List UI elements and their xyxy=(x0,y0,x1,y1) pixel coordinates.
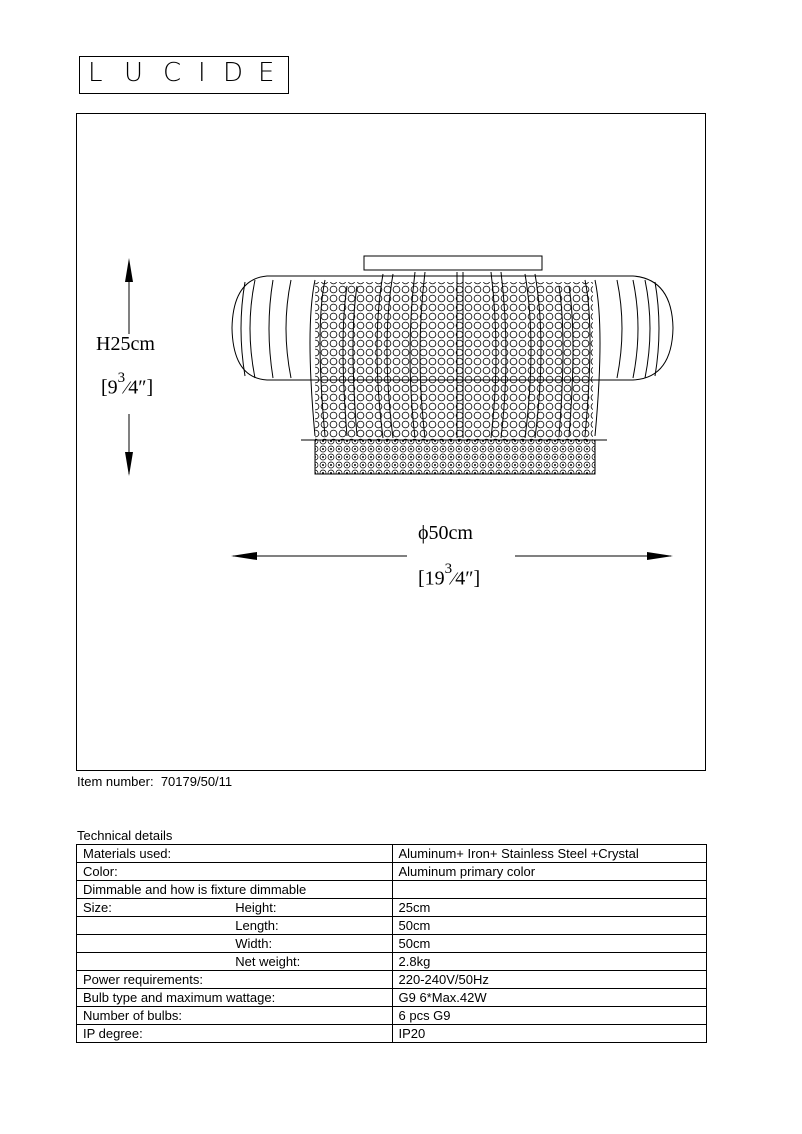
diameter-imperial-label xyxy=(418,561,481,591)
height-metric-label: H25cm xyxy=(96,333,155,355)
spec-label: Dimmable and how is fixture dimmable xyxy=(77,881,393,899)
spec-value: G9 6*Max.42W xyxy=(392,989,707,1007)
diameter-imperial-open: [19 xyxy=(418,567,445,590)
table-row xyxy=(77,1007,707,1025)
table-row xyxy=(77,989,707,1007)
height-fraction-denominator: 4 xyxy=(128,376,139,399)
technical-details-title: Technical details xyxy=(77,828,173,843)
spec-label: Materials used: xyxy=(77,845,393,863)
height-imperial-close: ″] xyxy=(138,376,154,399)
diameter-fraction-denominator: 4 xyxy=(455,567,466,590)
table-row xyxy=(77,899,707,917)
table-row xyxy=(77,971,707,989)
spec-label: Bulb type and maximum wattage: xyxy=(77,989,393,1007)
diameter-imperial-close: ″] xyxy=(465,567,481,590)
spec-label xyxy=(77,953,230,971)
spec-value xyxy=(392,881,707,899)
spec-sublabel: Height: xyxy=(229,899,392,917)
spec-label: Size: xyxy=(77,899,230,917)
spec-sublabel: Net weight: xyxy=(229,953,392,971)
item-number-label: Item number: xyxy=(77,774,154,789)
spec-label xyxy=(77,917,230,935)
item-number xyxy=(77,774,232,789)
spec-value: 25cm xyxy=(392,899,707,917)
logo-letter: E xyxy=(258,58,275,88)
product-drawing-frame xyxy=(76,113,706,771)
table-row xyxy=(77,863,707,881)
spec-value: 50cm xyxy=(392,917,707,935)
spec-value: 2.8kg xyxy=(392,953,707,971)
logo-letter: D xyxy=(223,58,244,88)
spec-value: IP20 xyxy=(392,1025,707,1043)
logo-letter: L xyxy=(88,58,103,88)
table-row xyxy=(77,953,707,971)
table-row xyxy=(77,935,707,953)
spec-label: IP degree: xyxy=(77,1025,393,1043)
logo-letter: C xyxy=(163,58,182,88)
spec-sublabel: Length: xyxy=(229,917,392,935)
spec-label xyxy=(77,935,230,953)
spec-label: Color: xyxy=(77,863,393,881)
logo-letter: U xyxy=(124,58,144,88)
item-number-value: 70179/50/11 xyxy=(160,774,233,789)
spec-value: 50cm xyxy=(392,935,707,953)
table-row xyxy=(77,881,707,899)
fixture-line-drawing xyxy=(77,114,707,772)
table-row xyxy=(77,1025,707,1043)
height-fraction-numerator: 3 xyxy=(117,370,126,386)
table-row xyxy=(77,917,707,935)
fraction-slash-icon: ⁄ xyxy=(452,568,456,589)
table-row xyxy=(77,845,707,863)
logo-letter: I xyxy=(198,58,206,88)
spec-sublabel: Width: xyxy=(229,935,392,953)
spec-value: 220-240V/50Hz xyxy=(392,971,707,989)
brand-logo xyxy=(79,56,289,94)
spec-value: Aluminum primary color xyxy=(392,863,707,881)
height-imperial-label xyxy=(101,370,154,400)
diameter-metric-label: ϕ50cm xyxy=(418,522,473,544)
technical-details-table xyxy=(76,844,707,1043)
spec-value: 6 pcs G9 xyxy=(392,1007,707,1025)
fraction-slash-icon: ⁄ xyxy=(125,377,129,398)
height-imperial-open: [9 xyxy=(101,376,118,399)
height-dimension-arrow xyxy=(125,258,133,476)
spec-value: Aluminum+ Iron+ Stainless Steel +Crystal xyxy=(392,845,707,863)
ceiling-lamp-outline xyxy=(232,256,673,474)
diameter-dimension-arrow xyxy=(231,552,673,560)
spec-label: Power requirements: xyxy=(77,971,393,989)
spec-label: Number of bulbs: xyxy=(77,1007,393,1025)
diameter-fraction-numerator: 3 xyxy=(444,561,453,577)
